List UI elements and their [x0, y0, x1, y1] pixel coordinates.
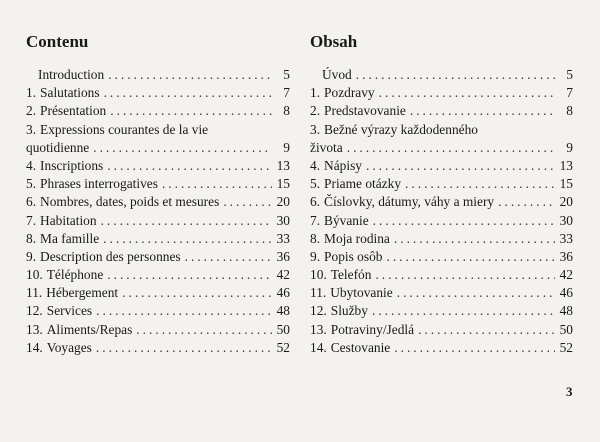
toc-entry — [310, 266, 573, 284]
toc-entry-title: Introduction — [38, 67, 105, 82]
toc-leader-dots — [418, 321, 555, 339]
toc-entry-page: 50 — [559, 321, 573, 337]
toc-leader-dots — [185, 248, 272, 266]
toc-entry-number: 7. — [310, 212, 321, 228]
toc-leader-dots — [498, 193, 555, 211]
toc-entry-number: 7. — [26, 212, 37, 228]
toc-entry — [310, 284, 573, 302]
toc-entry-page: 9 — [283, 139, 290, 155]
toc-entry-title: Priame otázky — [324, 176, 402, 192]
toc-entry-title: Číslovky, dátumy, váhy a miery — [324, 194, 495, 210]
toc-entry-title: quotidienne — [26, 139, 90, 155]
toc-entry-title: Ubytovanie — [330, 285, 393, 301]
toc-leader-dots — [410, 102, 555, 120]
toc-entry — [26, 139, 290, 157]
toc-entry-page: 52 — [559, 339, 573, 355]
toc-entry-number: 14. — [310, 339, 327, 355]
toc-entry-title: života — [310, 139, 343, 155]
toc-leader-dots — [347, 139, 555, 157]
toc-entry-title: Inscriptions — [40, 157, 104, 173]
toc-entry-number: 5. — [26, 176, 37, 192]
toc-entry-page: 15 — [276, 176, 290, 192]
toc-entry — [310, 212, 573, 230]
toc-leader-dots — [93, 139, 272, 157]
toc-entry-page: 8 — [566, 103, 573, 119]
toc-entry-page: 48 — [276, 303, 290, 319]
toc-entry — [310, 66, 573, 84]
toc-entry — [26, 339, 290, 357]
toc-entry-number: 11. — [26, 285, 43, 301]
toc-entry-number: 10. — [26, 267, 43, 283]
toc-leader-dots — [104, 84, 272, 102]
toc-entry-page: 7 — [566, 85, 573, 101]
toc-leader-dots — [379, 84, 555, 102]
toc-entry-page: 36 — [276, 248, 290, 264]
toc-entry-page: 46 — [559, 285, 573, 301]
toc-entry-title: Bývanie — [324, 212, 369, 228]
toc-entry-number: 13. — [310, 321, 327, 337]
toc-entry-title: Description des personnes — [40, 248, 181, 264]
toc-entry-title: Cestovanie — [330, 339, 391, 355]
toc-entry — [310, 230, 573, 248]
toc-entry-title: Nápisy — [324, 157, 362, 173]
toc-entry-number: 2. — [310, 103, 321, 119]
toc-entry-number: 1. — [310, 85, 321, 101]
toc-leader-dots — [397, 284, 555, 302]
toc-entry-title: Ma famille — [40, 230, 100, 246]
toc-list-slovak — [310, 66, 573, 357]
toc-entry — [310, 157, 573, 175]
toc-entry-number: 4. — [310, 157, 321, 173]
toc-entry — [310, 321, 573, 339]
toc-entry — [26, 248, 290, 266]
toc-leader-dots — [373, 212, 555, 230]
toc-entry — [26, 212, 290, 230]
toc-entry-page: 9 — [566, 139, 573, 155]
page-number: 3 — [566, 384, 573, 399]
toc-entry — [310, 339, 573, 357]
toc-list-french — [26, 66, 290, 357]
toc-entry-number: 9. — [26, 248, 37, 264]
toc-entry-number: 4. — [26, 157, 37, 173]
toc-entry-number: 6. — [310, 194, 321, 210]
toc-entry — [310, 121, 573, 139]
toc-entry-title: Potraviny/Jedlá — [330, 321, 415, 337]
toc-entry-page: 50 — [276, 321, 290, 337]
toc-entry-title: Expressions courantes de la vie — [40, 121, 209, 137]
toc-entry — [26, 193, 290, 211]
toc-leader-dots — [101, 212, 272, 230]
toc-entry-number: 10. — [310, 267, 327, 283]
toc-entry-title: Telefón — [330, 267, 372, 283]
toc-entry — [26, 157, 290, 175]
toc-entry-page: 42 — [276, 267, 290, 283]
toc-entry-number: 3. — [26, 121, 37, 137]
toc-entry-title: Téléphone — [46, 267, 104, 283]
toc-entry-title: Pozdravy — [324, 85, 375, 101]
toc-leader-dots — [405, 175, 555, 193]
toc-leader-dots — [107, 266, 272, 284]
toc-entry-title: Phrases interrogatives — [40, 176, 158, 192]
toc-entry — [26, 284, 290, 302]
toc-leader-dots — [107, 157, 272, 175]
toc-entry-title: Voyages — [46, 339, 92, 355]
toc-entry-number: 12. — [310, 303, 327, 319]
toc-entry-page: 5 — [283, 67, 290, 82]
toc-leader-dots — [394, 230, 555, 248]
toc-entry-title: Popis osôb — [324, 248, 383, 264]
toc-entry — [26, 66, 290, 84]
toc-entry-page: 20 — [559, 194, 573, 210]
toc-entry-title: Predstavovanie — [324, 103, 406, 119]
toc-leader-dots — [96, 302, 272, 320]
toc-entry-number: 5. — [310, 176, 321, 192]
toc-leader-dots — [394, 339, 555, 357]
toc-entry-title: Úvod — [322, 67, 352, 82]
toc-entry-title: Services — [46, 303, 93, 319]
toc-entry-number: 9. — [310, 248, 321, 264]
toc-leader-dots — [96, 339, 272, 357]
toc-leader-dots — [372, 302, 555, 320]
toc-entry — [310, 193, 573, 211]
toc-entry-page: 30 — [276, 212, 290, 228]
toc-entry-page: 42 — [559, 267, 573, 283]
toc-entry-title: Présentation — [40, 103, 107, 119]
toc-entry-page: 7 — [283, 85, 290, 101]
toc-entry-number: 11. — [310, 285, 327, 301]
toc-entry-page: 48 — [559, 303, 573, 319]
toc-entry — [310, 84, 573, 102]
toc-entry — [310, 248, 573, 266]
toc-entry-number: 3. — [310, 121, 321, 137]
toc-leader-dots — [110, 102, 272, 120]
toc-entry-page: 46 — [276, 285, 290, 301]
toc-entry — [26, 84, 290, 102]
toc-entry — [310, 139, 573, 157]
toc-entry — [26, 230, 290, 248]
toc-entry-number: 2. — [26, 103, 37, 119]
toc-entry-number: 1. — [26, 85, 37, 101]
toc-entry-title: Hébergement — [46, 285, 119, 301]
toc-leader-dots — [386, 248, 555, 266]
toc-leader-dots — [375, 266, 555, 284]
toc-entry-title: Nombres, dates, poids et mesures — [40, 194, 220, 210]
toc-entry-page: 33 — [559, 230, 573, 246]
toc-entry-title: Služby — [330, 303, 368, 319]
toc-leader-dots — [223, 193, 272, 211]
toc-entry-title: Moja rodina — [324, 230, 390, 246]
toc-entry-number: 8. — [310, 230, 321, 246]
toc-entry-page: 36 — [559, 248, 573, 264]
toc-leader-dots — [162, 175, 272, 193]
toc-leader-dots — [366, 157, 555, 175]
toc-entry-title: Aliments/Repas — [46, 321, 133, 337]
toc-entry-page: 30 — [559, 212, 573, 228]
toc-entry-title: Habitation — [40, 212, 97, 228]
toc-leader-dots — [122, 284, 272, 302]
toc-entry — [310, 102, 573, 120]
toc-entry-number: 6. — [26, 194, 37, 210]
toc-entry — [26, 321, 290, 339]
toc-entry-page: 15 — [559, 176, 573, 192]
toc-entry-page: 8 — [283, 103, 290, 119]
toc-entry-page: 5 — [566, 67, 573, 82]
toc-entry-page: 52 — [276, 339, 290, 355]
toc-entry-page: 20 — [276, 194, 290, 210]
toc-entry — [26, 102, 290, 120]
toc-heading-slovak: Obsah — [310, 32, 358, 51]
toc-entry-title: Bežné výrazy každodenného — [324, 121, 478, 137]
toc-entry — [310, 175, 573, 193]
toc-entry — [26, 302, 290, 320]
toc-entry — [26, 266, 290, 284]
toc-leader-dots — [136, 321, 272, 339]
toc-entry-number: 8. — [26, 230, 37, 246]
toc-leader-dots — [108, 66, 272, 84]
toc-heading-french: Contenu — [26, 32, 89, 51]
toc-entry-number: 12. — [26, 303, 43, 319]
toc-entry-page: 13 — [276, 157, 290, 173]
toc-entry-page: 33 — [276, 230, 290, 246]
toc-entry — [26, 121, 290, 139]
toc-entry-number: 14. — [26, 339, 43, 355]
toc-entry-number: 13. — [26, 321, 43, 337]
toc-entry-title: Salutations — [40, 85, 100, 101]
toc-leader-dots — [103, 230, 272, 248]
toc-entry — [310, 302, 573, 320]
toc-entry-page: 13 — [559, 157, 573, 173]
toc-entry — [26, 175, 290, 193]
toc-leader-dots — [356, 66, 555, 84]
